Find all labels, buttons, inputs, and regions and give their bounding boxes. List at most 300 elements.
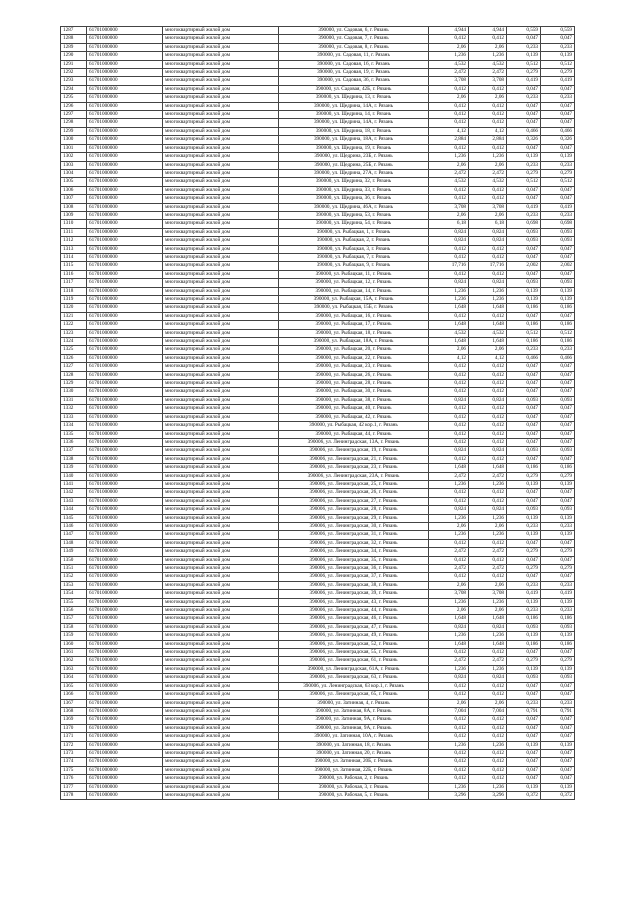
table-cell: 390000, ул. Рыбацкая, 42, г. Рязань <box>279 413 429 421</box>
table-cell: 0,559 <box>541 27 575 35</box>
table-cell: 390000, ул. Щедрина, 18А, г. Рязань <box>279 136 429 144</box>
table-cell: многоквартирный жилой дом <box>163 758 279 766</box>
table-cell: 0,093 <box>507 623 541 631</box>
table-cell: 0,412 <box>469 35 507 43</box>
table-cell: 0,139 <box>507 52 541 60</box>
table-cell: 61701000000 <box>87 791 163 799</box>
table-cell: 61701000000 <box>87 27 163 35</box>
table-row <box>61 657 575 665</box>
table-cell: многоквартирный жилой дом <box>163 657 279 665</box>
table-row <box>61 565 575 573</box>
table-cell: 61701000000 <box>87 338 163 346</box>
table-cell: 1303 <box>61 161 87 169</box>
table-cell: 390000, ул. Рыбацкая, 7, г. Рязань <box>279 253 429 261</box>
table-cell: многоквартирный жилой дом <box>163 623 279 631</box>
table-cell: 0,139 <box>541 287 575 295</box>
table-cell: многоквартирный жилой дом <box>163 464 279 472</box>
table-cell: 4,944 <box>469 27 507 35</box>
table-cell: 2,06 <box>469 211 507 219</box>
table-cell: 2,06 <box>429 699 469 707</box>
table-row <box>61 371 575 379</box>
table-row <box>61 430 575 438</box>
table-cell: 0,233 <box>507 211 541 219</box>
table-cell: 1301 <box>61 144 87 152</box>
table-cell: 3,296 <box>429 791 469 799</box>
table-cell: 1347 <box>61 531 87 539</box>
table-cell: 0,412 <box>429 388 469 396</box>
table-cell: 0,047 <box>541 733 575 741</box>
table-cell: 0,047 <box>507 111 541 119</box>
table-cell: 1363 <box>61 665 87 673</box>
table-cell: 0,824 <box>469 228 507 236</box>
table-cell: 61701000000 <box>87 296 163 304</box>
table-cell: 0,412 <box>469 758 507 766</box>
table-cell: 0,824 <box>469 506 507 514</box>
table-row <box>61 363 575 371</box>
table-cell: 61701000000 <box>87 69 163 77</box>
table-cell: 0,279 <box>507 565 541 573</box>
table-cell: 0,093 <box>507 279 541 287</box>
table-cell: 1345 <box>61 514 87 522</box>
table-cell: 1340 <box>61 472 87 480</box>
table-cell: 0,047 <box>507 455 541 463</box>
table-cell: 0,093 <box>507 506 541 514</box>
table-cell: 1,648 <box>429 640 469 648</box>
table-cell: 1,236 <box>469 783 507 791</box>
table-cell: 2,06 <box>429 161 469 169</box>
table-cell: многоквартирный жилой дом <box>163 615 279 623</box>
table-cell: 0,047 <box>541 413 575 421</box>
table-cell: 0,047 <box>507 405 541 413</box>
table-cell: 61701000000 <box>87 304 163 312</box>
table-cell: 2,06 <box>469 43 507 51</box>
table-cell: 0,412 <box>469 253 507 261</box>
table-cell: 0,559 <box>507 27 541 35</box>
table-row <box>61 775 575 783</box>
table-row <box>61 640 575 648</box>
table-cell: 0,412 <box>469 682 507 690</box>
table-row <box>61 464 575 472</box>
table-row <box>61 270 575 278</box>
table-cell: 390000, ул. Щедрина, 27А, г. Рязань <box>279 169 429 177</box>
table-cell: 3,708 <box>469 77 507 85</box>
table-cell: 2,06 <box>429 522 469 530</box>
table-row <box>61 791 575 799</box>
table-row <box>61 102 575 110</box>
table-cell: 7,004 <box>469 707 507 715</box>
table-cell: 1362 <box>61 657 87 665</box>
table-cell: 0,412 <box>429 573 469 581</box>
table-cell: многоквартирный жилой дом <box>163 640 279 648</box>
table-cell: 1,236 <box>429 741 469 749</box>
table-cell: 0,093 <box>541 447 575 455</box>
table-cell: 390000, ул. Рыбацкая, 23, г. Рязань <box>279 363 429 371</box>
table-cell: 4,12 <box>429 354 469 362</box>
table-row <box>61 85 575 93</box>
table-cell: 1322 <box>61 321 87 329</box>
table-cell: 390006, ул. Ленинградская, 13А, г. Рязань <box>279 438 429 446</box>
table-cell: многоквартирный жилой дом <box>163 354 279 362</box>
table-cell: 0,047 <box>541 144 575 152</box>
table-cell: 0,093 <box>507 228 541 236</box>
table-cell: 1376 <box>61 775 87 783</box>
table-cell: 390006, ул. Ленинградская, 63, г. Рязань <box>279 674 429 682</box>
table-cell: 61701000000 <box>87 691 163 699</box>
table-cell: 1,648 <box>429 321 469 329</box>
table-row <box>61 321 575 329</box>
table-cell: многоквартирный жилой дом <box>163 749 279 757</box>
table-cell: 2,472 <box>429 169 469 177</box>
table-cell: 0,279 <box>541 565 575 573</box>
table-cell: многоквартирный жилой дом <box>163 514 279 522</box>
table-cell: 1331 <box>61 396 87 404</box>
table-cell: 1304 <box>61 169 87 177</box>
table-cell: 0,047 <box>507 253 541 261</box>
table-cell: 0,412 <box>429 691 469 699</box>
table-cell: 1315 <box>61 262 87 270</box>
table-cell: многоквартирный жилой дом <box>163 531 279 539</box>
table-cell: 390000, ул. Садовая, 42Б, г. Рязань <box>279 85 429 93</box>
table-cell: 0,412 <box>469 724 507 732</box>
table-row <box>61 447 575 455</box>
table-cell: 0,047 <box>507 388 541 396</box>
table-cell: 390000, ул. Садовая, 36, г. Рязань <box>279 77 429 85</box>
table-cell: 0,047 <box>541 380 575 388</box>
table-cell: 1321 <box>61 312 87 320</box>
table-cell: 0,233 <box>507 699 541 707</box>
table-row <box>61 220 575 228</box>
table-cell: 1350 <box>61 556 87 564</box>
table-cell: 1325 <box>61 346 87 354</box>
table-cell: 1,236 <box>469 741 507 749</box>
table-cell: 0,412 <box>469 422 507 430</box>
table-cell: 1370 <box>61 724 87 732</box>
table-cell: 2,884 <box>469 136 507 144</box>
table-cell: многоквартирный жилой дом <box>163 497 279 505</box>
table-cell: 1369 <box>61 716 87 724</box>
table-cell: 390000, ул. Щедрина, 14, г. Рязань <box>279 111 429 119</box>
table-cell: 1319 <box>61 296 87 304</box>
table-cell: 61701000000 <box>87 144 163 152</box>
table-cell: 0,279 <box>507 69 541 77</box>
table-cell: 0,412 <box>469 489 507 497</box>
table-cell: 4,12 <box>429 127 469 135</box>
table-cell: 61701000000 <box>87 237 163 245</box>
table-cell: многоквартирный жилой дом <box>163 178 279 186</box>
table-cell: 0,412 <box>429 405 469 413</box>
table-row <box>61 422 575 430</box>
table-cell: 0,412 <box>469 691 507 699</box>
table-cell: 61701000000 <box>87 724 163 732</box>
table-cell: 1,236 <box>429 52 469 60</box>
table-cell: 1296 <box>61 102 87 110</box>
table-cell: 0,047 <box>507 438 541 446</box>
table-cell: 390000, ул. Рыбацкая, 15Б, г. Рязань <box>279 304 429 312</box>
table-cell: 0,412 <box>469 380 507 388</box>
table-row <box>61 211 575 219</box>
table-cell: 0,412 <box>469 102 507 110</box>
table-row <box>61 531 575 539</box>
table-cell: 0,047 <box>507 556 541 564</box>
table-row <box>61 506 575 514</box>
table-cell: 1,648 <box>469 338 507 346</box>
table-cell: 4,532 <box>469 60 507 68</box>
table-cell: 390006, ул. Ленинградская, 46, г. Рязань <box>279 615 429 623</box>
table-cell: 2,472 <box>429 472 469 480</box>
table-cell: 390006, ул. Ленинградская, 34, г. Рязань <box>279 548 429 556</box>
table-cell: 0,047 <box>507 413 541 421</box>
table-cell: 0,047 <box>541 539 575 547</box>
table-cell: 390000, ул. Щедрина, 32, г. Рязань <box>279 178 429 186</box>
table-cell: 0,047 <box>541 455 575 463</box>
table-cell: 0,139 <box>541 598 575 606</box>
table-cell: 390006, ул. Ленинградская, 26, г. Рязань <box>279 489 429 497</box>
table-cell: 0,047 <box>507 270 541 278</box>
table-cell: 1348 <box>61 539 87 547</box>
table-cell: 0,047 <box>541 716 575 724</box>
table-cell: 61701000000 <box>87 615 163 623</box>
table-cell: 17,716 <box>469 262 507 270</box>
table-cell: 1287 <box>61 27 87 35</box>
table-cell: 61701000000 <box>87 716 163 724</box>
table-row <box>61 262 575 270</box>
table-cell: 2,884 <box>429 136 469 144</box>
table-cell: 0,279 <box>507 169 541 177</box>
table-cell: 0,047 <box>541 556 575 564</box>
table-cell: многоквартирный жилой дом <box>163 127 279 135</box>
table-cell: многоквартирный жилой дом <box>163 144 279 152</box>
table-cell: 0,412 <box>469 245 507 253</box>
table-cell: 0,512 <box>541 60 575 68</box>
table-cell: 0,279 <box>541 472 575 480</box>
table-row <box>61 573 575 581</box>
table-cell: 2,472 <box>429 565 469 573</box>
table-cell: 61701000000 <box>87 211 163 219</box>
table-cell: 0,372 <box>541 791 575 799</box>
table-cell: 1,236 <box>429 153 469 161</box>
table-cell: 0,047 <box>507 422 541 430</box>
table-cell: 0,326 <box>541 136 575 144</box>
table-cell: 61701000000 <box>87 573 163 581</box>
table-cell: 390000, ул. Затинная, 18, г. Рязань <box>279 741 429 749</box>
table-cell: 0,824 <box>429 447 469 455</box>
table-cell: 0,279 <box>541 548 575 556</box>
table-row <box>61 749 575 757</box>
table-cell: многоквартирный жилой дом <box>163 649 279 657</box>
table-row <box>61 245 575 253</box>
table-cell: многоквартирный жилой дом <box>163 590 279 598</box>
table-cell: многоквартирный жилой дом <box>163 228 279 236</box>
table-cell: 3,708 <box>429 77 469 85</box>
table-cell: 1291 <box>61 60 87 68</box>
table-cell: 390000, ул. Щедрина, 53, г. Рязань <box>279 211 429 219</box>
table-cell: 0,698 <box>541 220 575 228</box>
table-cell: 61701000000 <box>87 111 163 119</box>
table-cell: 390000, ул. Затинная, 20, г. Рязань <box>279 749 429 757</box>
table-cell: 0,047 <box>507 716 541 724</box>
table-cell: 0,233 <box>541 43 575 51</box>
table-cell: 1344 <box>61 506 87 514</box>
table-row <box>61 27 575 35</box>
table-cell: многоквартирный жилой дом <box>163 270 279 278</box>
table-cell: 1,236 <box>429 783 469 791</box>
table-cell: 0,047 <box>541 102 575 110</box>
table-cell: 390000, ул. Щедрина, 33, г. Рязань <box>279 186 429 194</box>
table-cell: 390000, ул. Рыбацкая, 20, г. Рязань <box>279 346 429 354</box>
table-cell: 1367 <box>61 699 87 707</box>
table-cell: 1,236 <box>469 153 507 161</box>
table-cell: 0,412 <box>469 363 507 371</box>
table-cell: 1314 <box>61 253 87 261</box>
table-cell: 390000, ул. Затинная, 20Б, г. Рязань <box>279 758 429 766</box>
table-cell: 61701000000 <box>87 539 163 547</box>
table-cell: 0,412 <box>429 430 469 438</box>
table-cell: 1318 <box>61 287 87 295</box>
table-cell: 0,233 <box>541 211 575 219</box>
table-cell: 61701000000 <box>87 346 163 354</box>
table-cell: 0,791 <box>507 707 541 715</box>
table-row <box>61 178 575 186</box>
table-cell: 0,824 <box>469 623 507 631</box>
table-cell: 61701000000 <box>87 497 163 505</box>
table-cell: 61701000000 <box>87 480 163 488</box>
table-row <box>61 405 575 413</box>
table-cell: 1305 <box>61 178 87 186</box>
table-cell: 390000, ул. Затинная, 4, г. Рязань <box>279 699 429 707</box>
table-cell: 0,093 <box>507 674 541 682</box>
table-cell: 1338 <box>61 455 87 463</box>
table-cell: 0,047 <box>541 195 575 203</box>
table-cell: 1378 <box>61 791 87 799</box>
table-cell: 390000, ул. Садовая, 7, г. Рязань <box>279 35 429 43</box>
table-cell: 6,18 <box>429 220 469 228</box>
table-cell: 61701000000 <box>87 447 163 455</box>
table-cell: 61701000000 <box>87 270 163 278</box>
table-cell: 0,139 <box>541 632 575 640</box>
table-cell: 61701000000 <box>87 312 163 320</box>
table-cell: 0,186 <box>541 464 575 472</box>
table-cell: 0,047 <box>541 573 575 581</box>
table-cell: 390000, ул. Садовая, 19, г. Рязань <box>279 69 429 77</box>
table-cell: 0,412 <box>429 556 469 564</box>
table-cell: 0,412 <box>469 312 507 320</box>
table-body <box>61 27 575 800</box>
table-cell: многоквартирный жилой дом <box>163 338 279 346</box>
table-cell: 1336 <box>61 438 87 446</box>
table-row <box>61 346 575 354</box>
table-cell: 0,279 <box>541 169 575 177</box>
table-cell: 0,824 <box>429 279 469 287</box>
table-cell: 1330 <box>61 388 87 396</box>
table-cell: многоквартирный жилой дом <box>163 203 279 211</box>
table-cell: 0,412 <box>429 363 469 371</box>
table-row <box>61 699 575 707</box>
table-cell: многоквартирный жилой дом <box>163 245 279 253</box>
table-row <box>61 590 575 598</box>
table-row <box>61 413 575 421</box>
table-cell: 0,093 <box>507 237 541 245</box>
table-cell: 390006, ул. Ленинградская, 35, г. Рязань <box>279 556 429 564</box>
table-cell: 61701000000 <box>87 758 163 766</box>
table-cell: 0,233 <box>541 607 575 615</box>
table-cell: 61701000000 <box>87 464 163 472</box>
table-cell: 61701000000 <box>87 775 163 783</box>
table-cell: многоквартирный жилой дом <box>163 581 279 589</box>
table-cell: 61701000000 <box>87 287 163 295</box>
table-cell: 1374 <box>61 758 87 766</box>
table-cell: 61701000000 <box>87 102 163 110</box>
table-cell: многоквартирный жилой дом <box>163 195 279 203</box>
table-cell: 1310 <box>61 220 87 228</box>
table-row <box>61 539 575 547</box>
table-row <box>61 52 575 60</box>
table-cell: многоквартирный жилой дом <box>163 522 279 530</box>
table-cell: 0,824 <box>429 228 469 236</box>
table-cell: 0,279 <box>507 657 541 665</box>
table-cell: 390000, ул. Садовая, 6, г. Рязань <box>279 27 429 35</box>
table-cell: 61701000000 <box>87 472 163 480</box>
table-cell: 0,412 <box>469 749 507 757</box>
table-cell: 61701000000 <box>87 195 163 203</box>
table-cell: 1,648 <box>469 464 507 472</box>
table-cell: 1293 <box>61 77 87 85</box>
table-cell: 1346 <box>61 522 87 530</box>
table-cell: 0,139 <box>541 296 575 304</box>
table-cell: 61701000000 <box>87 52 163 60</box>
table-cell: многоквартирный жилой дом <box>163 506 279 514</box>
table-cell: 0,512 <box>541 329 575 337</box>
table-cell: многоквартирный жилой дом <box>163 565 279 573</box>
table-cell: 390000, ул. Рыбацкая, 22, г. Рязань <box>279 354 429 362</box>
table-cell: 0,186 <box>507 321 541 329</box>
table-cell: 2,06 <box>469 161 507 169</box>
table-row <box>61 94 575 102</box>
table-cell: 61701000000 <box>87 438 163 446</box>
table-cell: 0,824 <box>469 237 507 245</box>
table-cell: 0,047 <box>541 186 575 194</box>
table-cell: 1324 <box>61 338 87 346</box>
table-cell: 1306 <box>61 186 87 194</box>
table-cell: 0,139 <box>507 153 541 161</box>
table-cell: 1358 <box>61 623 87 631</box>
table-cell: 0,233 <box>541 161 575 169</box>
table-row <box>61 304 575 312</box>
table-cell: 0,047 <box>507 119 541 127</box>
table-cell: 1,236 <box>429 598 469 606</box>
table-cell: 61701000000 <box>87 741 163 749</box>
table-cell: 0,233 <box>541 581 575 589</box>
table-cell: 0,233 <box>541 346 575 354</box>
table-cell: 4,532 <box>469 329 507 337</box>
table-cell: многоквартирный жилой дом <box>163 262 279 270</box>
table-row <box>61 682 575 690</box>
table-cell: 1313 <box>61 245 87 253</box>
table-cell: многоквартирный жилой дом <box>163 69 279 77</box>
table-cell: 0,233 <box>507 607 541 615</box>
table-cell: многоквартирный жилой дом <box>163 598 279 606</box>
table-cell: 61701000000 <box>87 413 163 421</box>
table-cell: 0,412 <box>429 312 469 320</box>
table-cell: 0,412 <box>469 85 507 93</box>
table-row <box>61 354 575 362</box>
table-cell: 0,512 <box>541 178 575 186</box>
table-cell: 61701000000 <box>87 783 163 791</box>
table-cell: 0,047 <box>541 691 575 699</box>
table-row <box>61 296 575 304</box>
table-cell: 390000, ул. Щедрина, 23Б, г. Рязань <box>279 153 429 161</box>
table-cell: 0,412 <box>469 111 507 119</box>
table-cell: 61701000000 <box>87 674 163 682</box>
